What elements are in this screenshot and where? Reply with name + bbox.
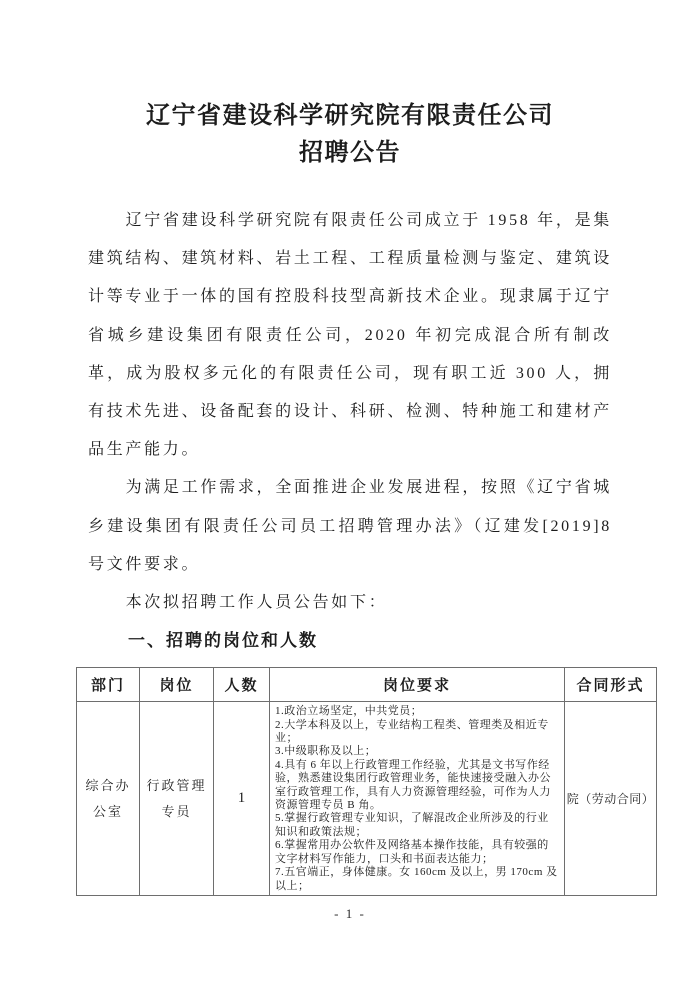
header-requirements: 岗位要求 [270,668,565,702]
header-headcount: 人数 [214,668,270,702]
requirement-item: 6.掌握常用办公软件及网络基本操作技能，具有较强的文字材料写作能力，口头和书面表达能力； [275,839,549,865]
recruitment-table [76,667,657,896]
header-contract-type: 合同形式 [565,668,657,702]
cell-contract-type: 院（劳动合同） [565,702,657,896]
body-text [88,202,612,658]
intro-paragraph: 辽宁省建设科学研究院有限责任公司成立于 1958 年，是集建筑结构、建筑材料、岩土工程、工程质量检测与鉴定、建筑设计等专业于一体的国有控股科技型高新技术企业。现隶属于辽宁省城乡建设集团有限责任公司，2020 年初完成混合所有制改革，成为股权多元化的有限责任公司，现有职工近 300 人，拥有技术先进、设备配套的设计、科研、检测、特种施工和建材产品生产能力。 [88,212,612,459]
table-row [77,702,657,896]
requirement-item: 7.五官端正，身体健康。女 160cm 及以上，男 170cm 及以上； [275,866,558,892]
section-heading: 一、招聘的岗位和人数 [128,631,318,651]
title-line-company: 辽宁省建设科学研究院有限责任公司 [146,103,554,129]
page-number: - 1 - [334,906,366,921]
requirement-item: 1.政治立场坚定，中共党员； [275,705,423,718]
requirement-item: 4.具有 6 年以上行政管理工作经验，尤其是文书写作经验，熟悉建设集团行政管理业务，能快速接受融入办公室行政管理工作，具有人力资源管理经验，可作为人力资源管理专员 B 角。 [275,758,551,812]
cell-headcount: 1 [214,702,270,896]
table-header-row [77,668,657,702]
document-title [0,0,700,172]
cell-department: 综合办公室 [77,702,140,896]
lead-in-paragraph: 本次拟招聘工作人员公告如下： [125,594,388,612]
requirement-item: 2.大学本科及以上，专业结构工程类、管理类及相近专业； [275,718,549,745]
policy-paragraph: 为满足工作需求，全面推进企业发展进程，按照《辽宁省城乡建设集团有限责任公司员工招聘管理办法》（辽建发[2019]8号文件要求。 [88,479,612,573]
requirement-item: 5.掌握行政管理专业知识，了解混改企业所涉及的行业知识和政策法规； [275,812,549,838]
cell-position: 行政管理专员 [140,702,214,896]
requirement-item: 3.中级职称及以上； [275,745,377,758]
cell-requirements [270,702,565,896]
header-position: 岗位 [140,668,214,702]
header-department: 部门 [77,668,140,702]
title-line-announcement: 招聘公告 [299,140,401,166]
